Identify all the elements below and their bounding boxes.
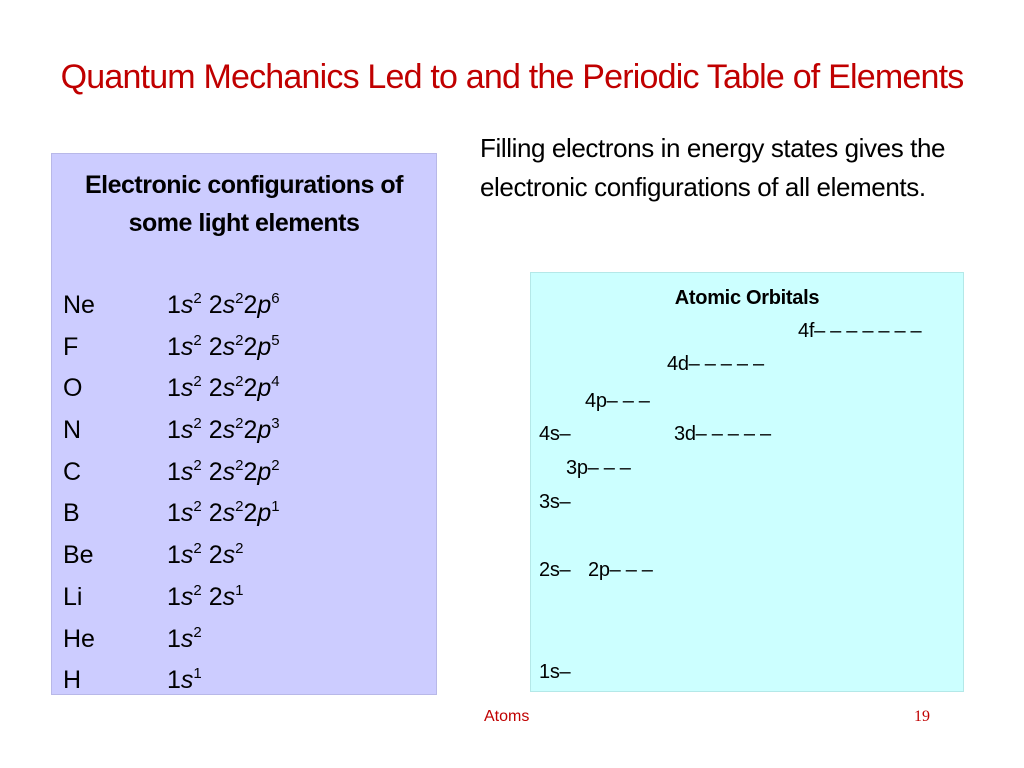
electron-count: 1 bbox=[193, 665, 202, 683]
electron-config-panel bbox=[51, 153, 437, 695]
shell-number: 1 bbox=[167, 541, 181, 570]
subshell-letter: s bbox=[180, 582, 194, 611]
description-text: Filling electrons in energy states gives the electronic configurations of all elements. bbox=[480, 133, 946, 202]
config-row-he bbox=[63, 619, 423, 661]
element-symbol: Ne bbox=[63, 291, 95, 319]
subshell-letter: p bbox=[257, 499, 272, 528]
shell-number: 1 bbox=[167, 332, 181, 361]
shell-number: 2 bbox=[243, 499, 258, 528]
electron-configuration bbox=[167, 285, 280, 330]
element-symbol: F bbox=[63, 332, 79, 361]
electron-count: 2 bbox=[235, 415, 244, 433]
config-list bbox=[63, 285, 423, 702]
element-symbol: B bbox=[63, 499, 80, 528]
subshell-letter: s bbox=[222, 332, 236, 361]
shell-number: 1 bbox=[167, 457, 181, 486]
electron-count: 2 bbox=[235, 290, 244, 307]
element-symbol: He bbox=[63, 624, 95, 653]
subshell-letter: s bbox=[180, 541, 194, 570]
shell-number: 2 bbox=[208, 582, 223, 611]
electron-count: 2 bbox=[193, 623, 202, 641]
config-row-n bbox=[63, 410, 423, 452]
electron-configuration bbox=[167, 327, 280, 372]
subshell-letter: s bbox=[180, 374, 194, 403]
shell-number: 1 bbox=[167, 499, 181, 528]
electron-count: 2 bbox=[193, 373, 202, 391]
electron-configuration bbox=[167, 493, 280, 538]
orbital-3p: 3p– – – bbox=[566, 457, 631, 479]
subshell-letter: s bbox=[222, 291, 236, 319]
shell-number: 2 bbox=[243, 374, 258, 403]
shell-number: 1 bbox=[167, 416, 181, 445]
electron-configuration bbox=[167, 452, 280, 497]
subshell-letter: p bbox=[257, 416, 272, 445]
subshell-letter: p bbox=[257, 291, 272, 319]
footer-section-label: Atoms bbox=[484, 708, 530, 725]
subshell-letter: s bbox=[222, 416, 236, 445]
subshell-letter: p bbox=[257, 374, 272, 403]
config-row-c bbox=[63, 452, 423, 494]
orbital-4p: 4p– – – bbox=[585, 390, 650, 412]
orbital-4f: 4f– – – – – – – bbox=[798, 320, 922, 342]
config-row-b bbox=[63, 493, 423, 535]
config-row-li bbox=[63, 577, 423, 619]
element-symbol: Li bbox=[63, 582, 83, 611]
page-number: 19 bbox=[914, 708, 930, 725]
element-symbol: Be bbox=[63, 541, 94, 570]
electron-configuration bbox=[167, 660, 202, 705]
subshell-letter: p bbox=[257, 332, 272, 361]
subshell-letter: s bbox=[180, 666, 194, 695]
shell-number: 1 bbox=[167, 666, 181, 695]
electron-configuration bbox=[167, 535, 243, 580]
electron-count: 4 bbox=[271, 373, 280, 391]
electron-count: 2 bbox=[193, 415, 202, 433]
subshell-letter: s bbox=[180, 499, 194, 528]
subshell-letter: s bbox=[222, 499, 236, 528]
shell-number: 2 bbox=[208, 499, 223, 528]
subshell-letter: s bbox=[222, 374, 236, 403]
subshell-letter: s bbox=[180, 624, 194, 653]
orbital-4s: 4s– bbox=[539, 423, 571, 445]
element-symbol: O bbox=[63, 374, 83, 403]
electron-configuration bbox=[167, 619, 202, 664]
electron-count: 6 bbox=[271, 290, 280, 307]
shell-number: 1 bbox=[167, 582, 181, 611]
element-symbol: H bbox=[63, 666, 82, 695]
shell-number: 1 bbox=[167, 374, 181, 403]
electron-count: 2 bbox=[235, 331, 244, 349]
electron-count: 2 bbox=[193, 581, 202, 599]
subshell-letter: s bbox=[222, 541, 236, 570]
shell-number: 2 bbox=[243, 332, 258, 361]
orbital-1s: 1s– bbox=[539, 661, 571, 683]
slide-title: Quantum Mechanics Led to and the Periodic Table of Elements bbox=[60, 58, 964, 96]
config-row-h bbox=[63, 660, 423, 702]
electron-count: 2 bbox=[193, 290, 202, 307]
orbital-3d: 3d– – – – – bbox=[674, 423, 771, 445]
electron-count: 2 bbox=[235, 456, 244, 474]
subshell-letter: s bbox=[180, 332, 194, 361]
electron-count: 1 bbox=[271, 498, 280, 516]
subshell-letter: p bbox=[257, 457, 272, 486]
electron-count: 2 bbox=[193, 498, 202, 516]
orbital-2p: 2p– – – bbox=[588, 559, 653, 581]
electron-count: 3 bbox=[271, 415, 280, 433]
shell-number: 2 bbox=[208, 374, 223, 403]
electron-configuration bbox=[167, 577, 243, 622]
electron-count: 2 bbox=[193, 331, 202, 349]
subshell-letter: s bbox=[180, 416, 194, 445]
orbitals-title: Atomic Orbitals bbox=[674, 287, 820, 309]
shell-number: 1 bbox=[167, 624, 181, 653]
shell-number: 2 bbox=[208, 416, 223, 445]
electron-count: 1 bbox=[235, 581, 244, 599]
config-heading: Electronic configurations of some light elements bbox=[85, 171, 403, 237]
shell-number: 2 bbox=[243, 291, 258, 319]
config-row-o bbox=[63, 368, 423, 410]
electron-configuration bbox=[167, 368, 280, 413]
shell-number: 2 bbox=[243, 416, 258, 445]
electron-count: 5 bbox=[271, 331, 280, 349]
shell-number: 2 bbox=[208, 332, 223, 361]
orbital-2s: 2s– bbox=[539, 559, 571, 581]
electron-count: 2 bbox=[235, 540, 244, 558]
electron-count: 2 bbox=[271, 456, 280, 474]
element-symbol: N bbox=[63, 416, 82, 445]
config-row-ne bbox=[63, 285, 423, 327]
orbital-3s: 3s– bbox=[539, 491, 571, 513]
config-row-f bbox=[63, 327, 423, 369]
shell-number: 2 bbox=[208, 291, 223, 319]
electron-count: 2 bbox=[235, 498, 244, 516]
subshell-letter: s bbox=[180, 291, 194, 319]
config-row-be bbox=[63, 535, 423, 577]
electron-count: 2 bbox=[193, 540, 202, 558]
shell-number: 2 bbox=[208, 541, 223, 570]
electron-count: 2 bbox=[235, 373, 244, 391]
element-symbol: C bbox=[63, 457, 82, 486]
shell-number: 2 bbox=[208, 457, 223, 486]
atomic-orbitals-panel bbox=[530, 272, 964, 692]
shell-number: 2 bbox=[243, 457, 258, 486]
electron-count: 2 bbox=[193, 456, 202, 474]
shell-number: 1 bbox=[167, 291, 181, 319]
subshell-letter: s bbox=[222, 457, 236, 486]
subshell-letter: s bbox=[222, 582, 236, 611]
electron-configuration bbox=[167, 410, 280, 455]
subshell-letter: s bbox=[180, 457, 194, 486]
orbital-4d: 4d– – – – – bbox=[667, 353, 764, 375]
